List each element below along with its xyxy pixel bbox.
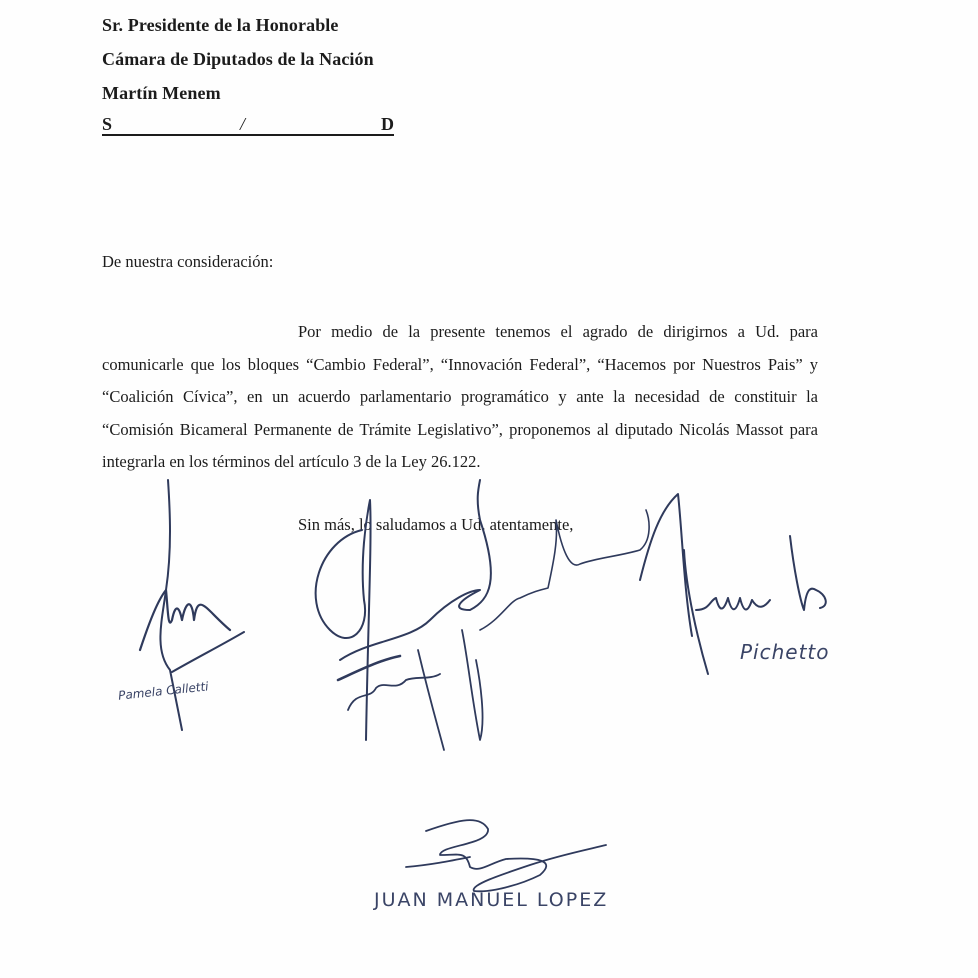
addressee-block <box>102 8 374 110</box>
greeting: De nuestra consideración: <box>102 252 274 271</box>
sd-slash: / <box>240 114 246 134</box>
signature-lopez <box>374 805 680 915</box>
signature-garcia-aresca <box>300 480 680 760</box>
signature-pichetto <box>640 490 900 690</box>
sd-line <box>102 112 394 136</box>
addressee-line-chamber: Cámara de Diputados de la Nación <box>102 49 374 69</box>
body-paragraph <box>102 316 818 479</box>
signature-name-calletti: Pamela Calletti <box>117 679 210 703</box>
sd-left: S <box>102 114 113 134</box>
addressee-line-title: Sr. Presidente de la Honorable <box>102 15 339 35</box>
sd-right: D <box>381 114 394 134</box>
signature-name-lopez: JUAN MANUEL LOPEZ <box>374 889 609 911</box>
sd-underline <box>102 134 394 136</box>
body-text: Por medio de la presente tenemos el agrado de dirigirnos a Ud. para comunicarle que los bloques “Cambio Federal”, “Innovación Federal”, “Hacemos por Nuestros Pais” y “Coalición Cívica”, en un acuerdo parlamentario programático y ante la necesidad de constituir la “Comisión Bicameral Permanente de Trámite Legislativo”, proponemos al diputado Nicolás Massot para integrarla en los términos del artículo 3 de la Ley 26.122. <box>102 322 818 471</box>
signature-calletti <box>110 470 310 730</box>
addressee-line-name: Martín Menem <box>102 83 221 103</box>
signature-name-pichetto: Pichetto <box>740 640 830 664</box>
signature-scribble-icon <box>300 480 680 760</box>
closing-line: Sin más, lo saludamos a Ud. atentamente, <box>298 515 574 534</box>
